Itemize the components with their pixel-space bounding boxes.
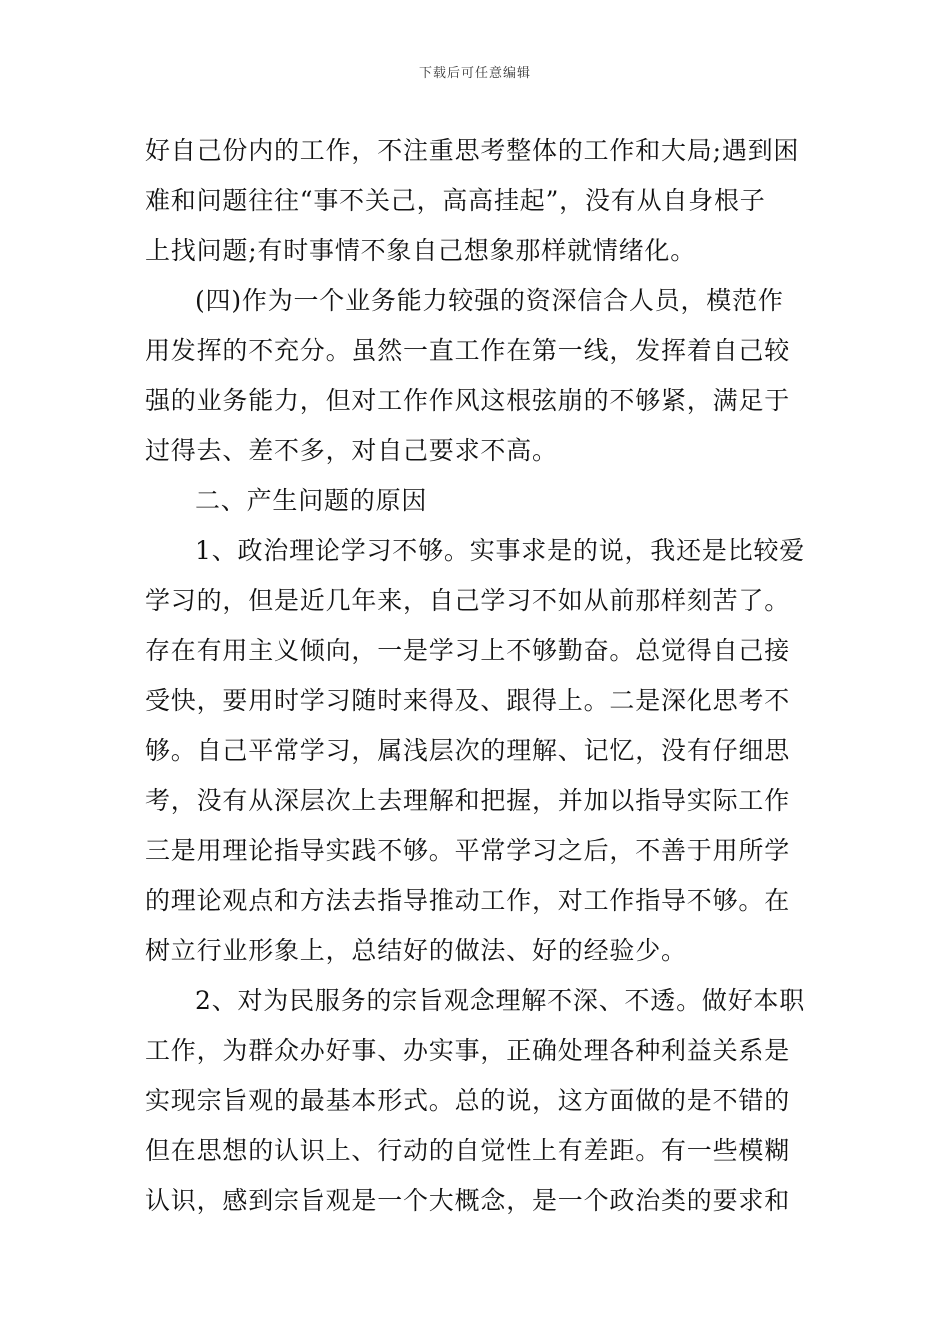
paragraph-start-line: 1、政治理论学习不够。实事求是的说，我还是比较爱 [195, 536, 806, 565]
text-line: 好自己份内的工作，不注重思考整体的工作和大局;遇到困 [145, 136, 800, 165]
text-line: 学习的，但是近几年来，自己学习不如从前那样刻苦了。 [145, 586, 791, 615]
text-line: 工作，为群众办好事、办实事，正确处理各种利益关系是 [145, 1036, 791, 1065]
text-line: 认识，感到宗旨观是一个大概念，是一个政治类的要求和 [145, 1186, 791, 1215]
text-line: 强的业务能力，但对工作作风这根弦崩的不够紧，满足于 [145, 386, 791, 415]
text-line: 的理论观点和方法去指导推动工作，对工作指导不够。在 [145, 886, 791, 915]
paragraph-start-line: 2、对为民服务的宗旨观念理解不深、不透。做好本职 [195, 986, 806, 1015]
text-line: 够。自己平常学习，属浅层次的理解、记忆，没有仔细思 [145, 736, 791, 765]
page-header: 下载后可任意编辑 [418, 66, 531, 81]
text-line: 存在有用主义倾向，一是学习上不够勤奋。总觉得自己接 [145, 636, 791, 665]
text-line: 树立行业形象上，总结好的做法、好的经验少。 [145, 936, 687, 965]
text-line: 过得去、差不多，对自己要求不高。 [145, 436, 558, 465]
text-line: 实现宗旨观的最基本形式。总的说，这方面做的是不错的 [145, 1086, 791, 1115]
text-line: 难和问题往往“事不关己，高高挂起”，没有从自身根子 [145, 186, 766, 215]
text-line: 受快，要用时学习随时来得及、跟得上。二是深化思考不 [145, 686, 791, 715]
text-line: 三是用理论指导实践不够。平常学习之后，不善于用所学 [145, 836, 791, 865]
text-line: 考，没有从深层次上去理解和把握，并加以指导实际工作 [145, 786, 791, 815]
text-line: 上找问题;有时事情不象自己想象那样就情绪化。 [145, 236, 697, 265]
document-body [145, 126, 813, 1226]
section-heading: 二、产生问题的原因 [195, 486, 428, 515]
text-line: 用发挥的不充分。虽然一直工作在第一线，发挥着自己较 [145, 336, 791, 365]
paragraph-start-line: (四)作为一个业务能力较强的资深信合人员，模范作 [195, 286, 784, 315]
text-line: 但在思想的认识上、行动的自觉性上有差距。有一些模糊 [145, 1136, 791, 1165]
